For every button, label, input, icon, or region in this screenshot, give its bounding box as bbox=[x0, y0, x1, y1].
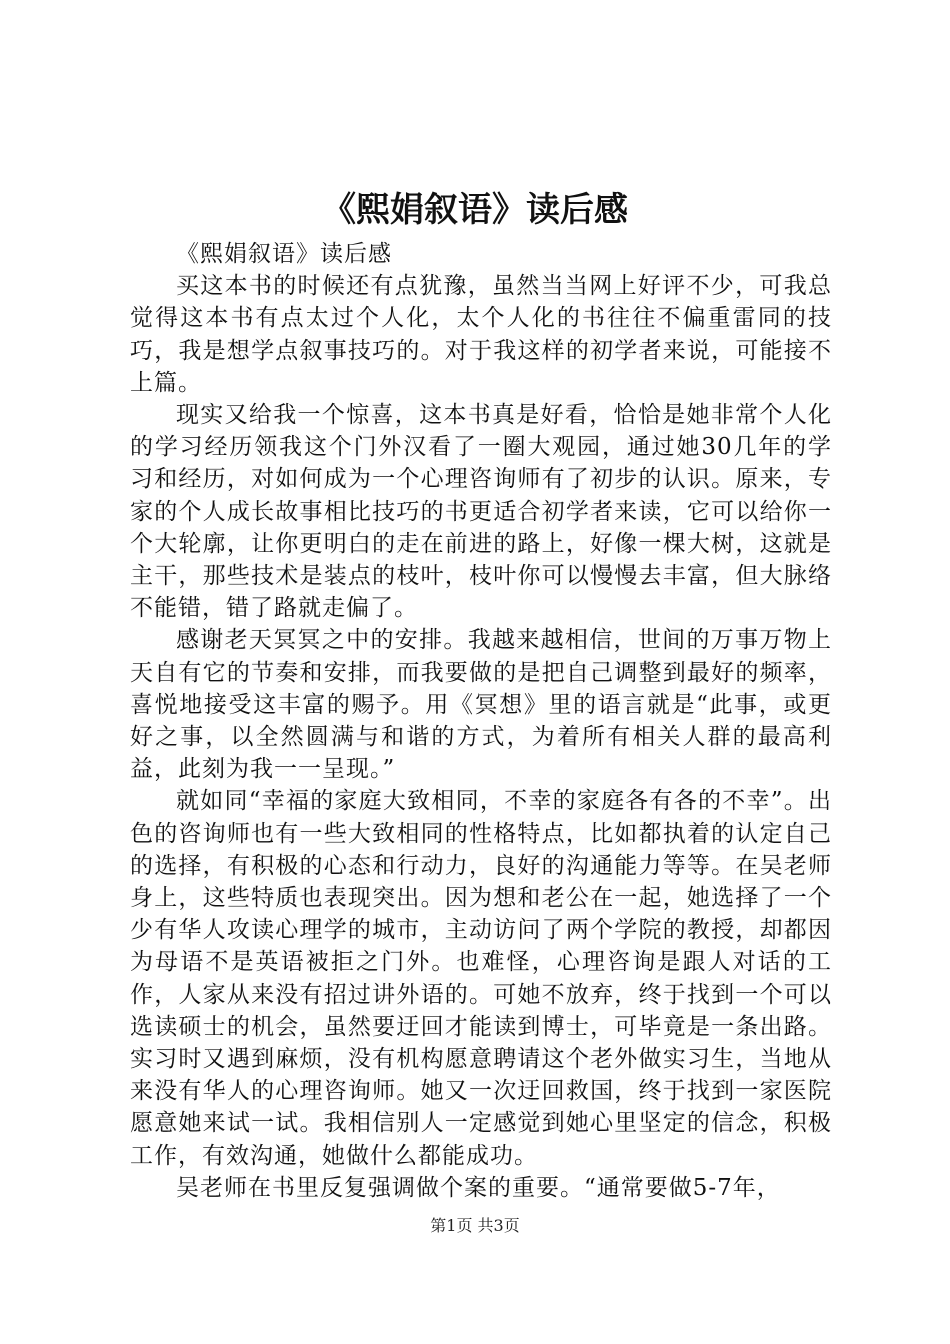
document-title: 《熙娟叙语》读后感 bbox=[322, 190, 628, 230]
paragraph: 感谢老天冥冥之中的安排。我越来越相信，世间的万事万物上天自有它的节奏和安排，而我要做的是把自己调整到最好的频率，喜悦地接受这丰富的赐予。用《冥想》里的语言就是“此事，或更好之事，以全然圆满与和谐的方式，为着所有相关人群的最高利益，此刻为我一一呈现。” bbox=[130, 627, 832, 783]
paragraph-subtitle: 《熙娟叙语》读后感 bbox=[176, 241, 392, 267]
paragraph: 就如同“幸福的家庭大致相同，不幸的家庭各有各的不幸”。出色的咨询师也有一些大致相同的性格特点，比如都执着的认定自己的选择，有积极的心态和行动力，良好的沟通能力等等。在吴老师身上，这些特质也表现突出。因为想和老公在一起，她选择了一个少有华人攻读心理学的城市，主动访问了两个学院的教授，却都因为母语不是英语被拒之门外。也难怪，心理咨询是跟人对话的工作，人家从来没有招过讲外语的。可她不放弃，终于找到一个可以选读硕士的机会，虽然要迂回才能读到博士，可毕竟是一条出路。实习时又遇到麻烦，没有机构愿意聘请这个老外做实习生，当地从来没有华人的心理咨询师。她又一次迂回救国，终于找到一家医院愿意她来试一试。我相信别人一定感觉到她心里坚定的信念，积极工作，有效沟通，她做什么都能成功。 bbox=[130, 788, 832, 1169]
paragraph: 现实又给我一个惊喜，这本书真是好看，恰恰是她非常个人化的学习经历领我这个门外汉看了一圈大观园，通过她30几年的学习和经历，对如何成为一个心理咨询师有了初步的认识。原来，专家的个人成长故事相比技巧的书更适合初学者来读，它可以给你一个大轮廓，让你更明白的走在前进的路上，好像一棵大树，这就是主干，那些技术是装点的枝叶，枝叶你可以慢慢去丰富，但大脉络不能错，错了路就走偏了。 bbox=[130, 402, 832, 622]
document-body bbox=[130, 238, 832, 1204]
page-footer: 第1页 共3页 bbox=[430, 1216, 520, 1235]
paragraph: 买这本书的时候还有点犹豫，虽然当当网上好评不少，可我总觉得这本书有点太过个人化，太个人化的书往往不偏重雷同的技巧，我是想学点叙事技巧的。对于我这样的初学者来说，可能接不上篇。 bbox=[130, 273, 832, 396]
paragraph: 吴老师在书里反复强调做个案的重要。“通常要做5-7年， bbox=[176, 1174, 781, 1201]
